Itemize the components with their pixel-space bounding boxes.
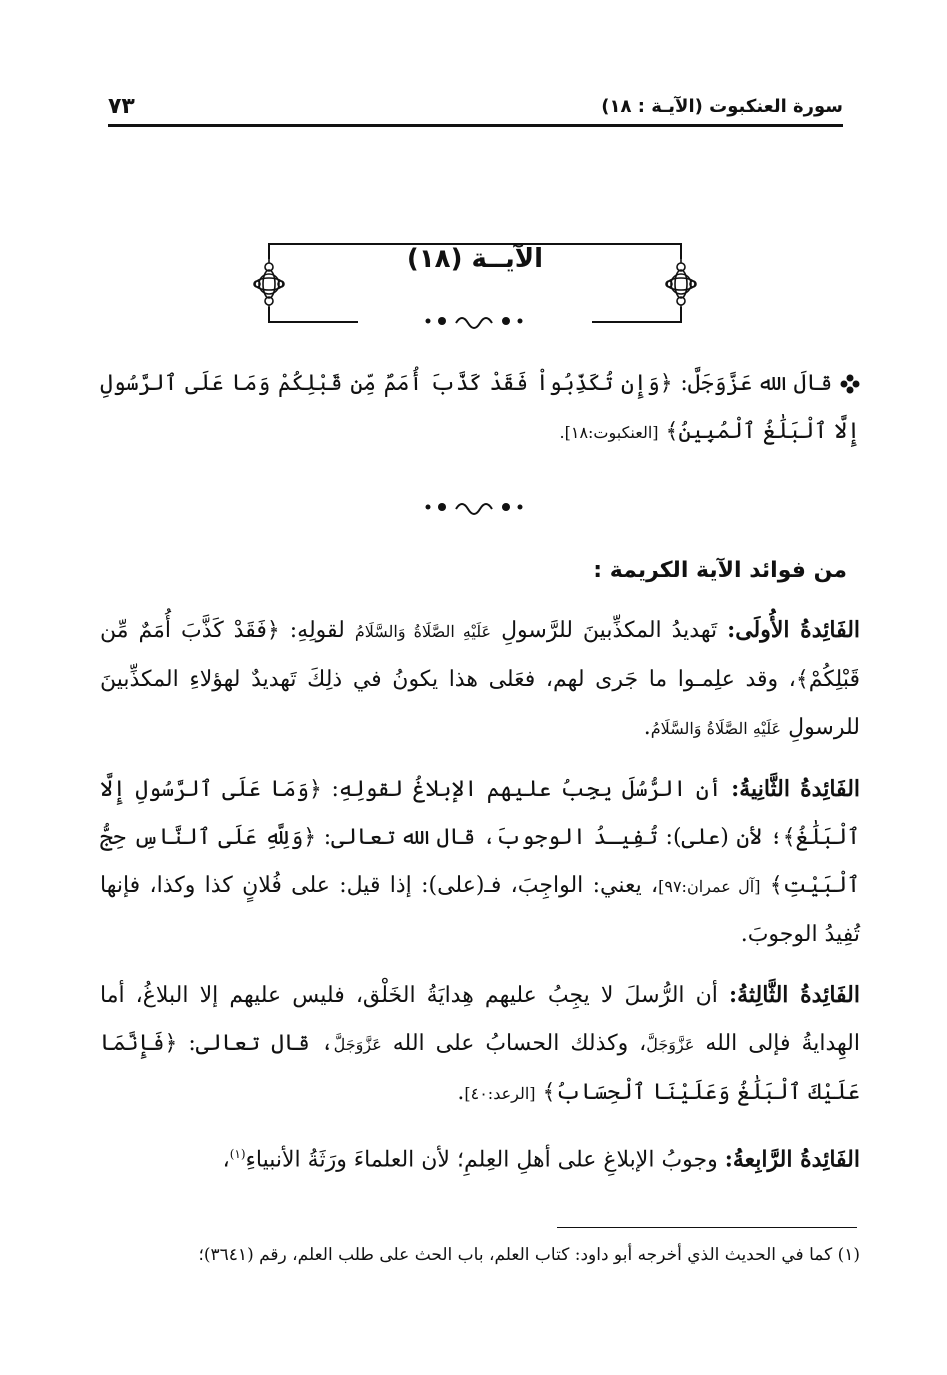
surah-title: سورة العنكبوت (الآيـة : ١٨) (601, 96, 843, 117)
punctuation: . (643, 715, 651, 740)
footnote-rule (557, 1227, 857, 1228)
quran-verse: ﴿فَإِنَّمَا عَلَيْكَ ٱلْبَلَٰغُ وَعَلَيْنَا ٱلْحِسَابُ﴾ (100, 1031, 860, 1105)
punctuation: ، (222, 1147, 230, 1173)
header-rule (108, 124, 843, 127)
section-heading: من فوائد الآية الكريمة : (593, 558, 847, 583)
benefit-paragraph (100, 606, 860, 753)
verse-reference: [العنكبوت:١٨]. (559, 423, 659, 442)
benefits-list (100, 606, 860, 1184)
benefit-lead: الفَائِدةُ الثَّانِيةُ: (731, 776, 861, 802)
benefit-text: ، وقد علِمـوا ما جَرى لهم، فعَلى هذا يكونُ في ذلِكَ تَهديدٌ لهؤلاءِ المكذِّبينَ للرسولِ (100, 667, 860, 740)
benefit-paragraph (100, 1130, 860, 1184)
benefit-text: لقولِهِ: (289, 618, 345, 643)
quran-verse: ﴿وَإِن تُكَذِّبُواْ فَقَدْ كَذَّبَ أُمَمٌ مِّن قَبْلِكُمْ وَمَا عَلَى ٱلرَّسُولِ إِلَّا ٱلْبَلَٰغُ ٱلْمُبِينُ﴾ (100, 371, 860, 444)
quran-verse: ﴿فَقَدْ كَذَّبَ أُمَمٌ مِّن قَبْلِكُمْ﴾ (100, 618, 860, 692)
benefit-text: ، قال تعالى: (188, 1031, 334, 1056)
flower-bullet-icon (840, 374, 860, 394)
honorific: عَلَيْهِ الصَّلَاةُ وَالسَّلَامُ (354, 622, 492, 641)
verse-block (100, 360, 860, 457)
quran-verse: ﴿وَمَا عَلَى ٱلرَّسُولِ إِلَّا ٱلْبَلَٰغُ﴾ (100, 777, 860, 850)
benefit-text: أن الرُّسُلَ يجِبُ عليهم الإبلاغُ لقولِهِ: (331, 777, 722, 802)
honorific: عَزَّوَجَلَّ (646, 1035, 695, 1054)
benefit-lead: الفَائِدةُ الأُولَى: (727, 617, 861, 643)
benefit-lead: الفَائِدةُ الرَّابِعةُ: (724, 1146, 860, 1173)
verse-intro: قالَ الله عَزَّوَجَلَّ: (680, 371, 833, 396)
benefit-lead: الفَائِدةُ الثَّالِثةُ: (728, 982, 860, 1008)
benefit-text: وجوبُ الإبلاغِ على أهلِ العِلمِ؛ لأن العلماءَ ورَثَةُ الأنبياءِ (245, 1147, 718, 1173)
knot-ornament-right-icon (664, 255, 698, 313)
ayah-title: الآيــة (١٨) (406, 244, 544, 274)
benefit-paragraph (100, 971, 860, 1118)
footnote-mark[interactable]: (١) (229, 1147, 246, 1161)
divider-ornament-icon (420, 496, 530, 518)
punctuation: . (457, 1080, 465, 1105)
honorific: عَزَّوَجَلَّ (333, 1035, 382, 1054)
footnote: (١) كما في الحديث الذي أخرجه أبو داود: كتاب العلم، باب الحث على طلب العلم، رقم (٣٦٤١)؛ (198, 1245, 860, 1265)
verse-reference: [آل عمران:٩٧] (658, 877, 761, 896)
benefit-text: ، يعني: الواجِبَ، فـ(على): إذا قيل: على فُلانٍ كذا وكذا، فإنها تُفِيدُ الوجوبَ. (100, 873, 860, 947)
knot-ornament-left-icon (252, 255, 286, 313)
quran-verse: ﴿وَلِلَّهِ عَلَى ٱلنَّاسِ حِجُّ ٱلْبَيْتِ﴾ (100, 825, 861, 898)
verse-reference: [الرعد:٤٠] (464, 1084, 536, 1103)
page-number: ٧٣ (108, 94, 135, 119)
benefit-text: ، وكذلك الحسابُ على الله (392, 1031, 647, 1056)
honorific: عَلَيْهِ الصَّلَاةُ وَالسَّلَامُ (650, 719, 782, 738)
divider-ornament-icon (420, 310, 530, 332)
benefit-paragraph (100, 765, 860, 959)
benefit-text: ؛ لأن (على): تُفِيـدُ الوجوبَ، قال الله تعالى: (323, 825, 783, 850)
benefit-text: أن الرُّسلَ لا يجِبُ عليهم هِدايَةُ الخَلْق، فليس عليهم إلا البلاغُ، أما الهِدايةُ فإلى الله (100, 983, 860, 1056)
benefit-text: تَهديدُ المكذِّبينَ للرَّسولِ (501, 618, 718, 643)
